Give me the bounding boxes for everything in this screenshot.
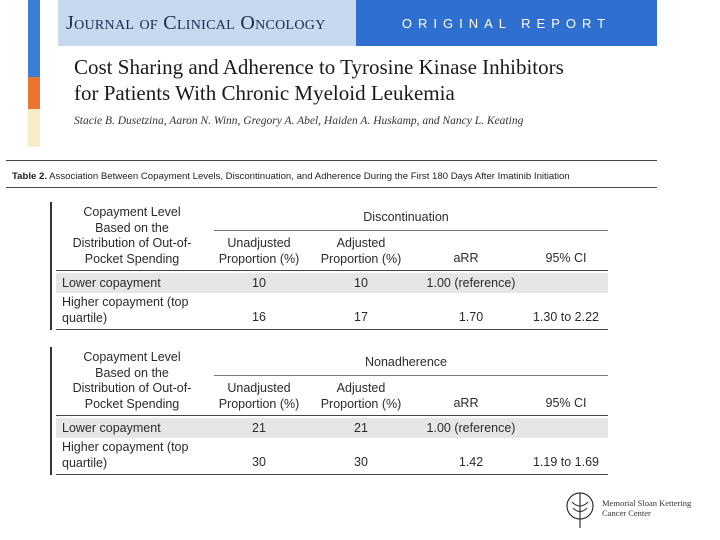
msk-logo-line-1: Memorial Sloan Kettering: [602, 498, 692, 508]
table-cell-arr: 1.00 (reference): [426, 421, 516, 435]
accent-bar-blue: [28, 0, 40, 77]
table-row-label: [62, 440, 212, 471]
caption-top-rule: [6, 160, 657, 161]
msk-emblem-icon: [566, 488, 596, 530]
column-header-adjusted: [314, 381, 408, 412]
table-panel-discontinuation: [50, 202, 610, 330]
table-cell-adjusted: 10: [354, 276, 368, 290]
column-header-unadjusted-line: Proportion (%): [218, 251, 300, 266]
column-header-unadjusted-line: Unadjusted: [227, 381, 291, 395]
column-header-ci: 95% CI: [545, 396, 587, 410]
section-title: Discontinuation: [363, 210, 449, 224]
column-header-arr: aRR: [453, 251, 479, 265]
author-list: Stacie B. Dusetzina, Aaron N. Winn, Gregory A. Abel, Haiden A. Huskamp, and Nancy L. Keating: [74, 115, 524, 127]
table-panel-nonadherence: [50, 347, 610, 475]
section-label: ORIGINAL REPORT: [401, 15, 612, 31]
table-bottom-rule: [56, 329, 608, 330]
table-cell-arr: 1.70: [458, 310, 484, 324]
msk-logo: [566, 488, 706, 530]
column-header-adjusted-line: Adjusted: [336, 236, 386, 250]
caption-bottom-rule: [6, 187, 657, 188]
panel-left-border: [50, 202, 52, 330]
row-header-line: Pocket Spending: [84, 251, 180, 266]
table-row-label-line: Higher copayment (top: [62, 295, 189, 309]
section-title: Nonadherence: [364, 355, 447, 369]
table-cell-unadjusted: 30: [252, 455, 266, 469]
accent-bar-cream: [28, 109, 40, 147]
table-row-label: [62, 421, 212, 437]
row-header-line: Distribution of Out-of-: [72, 236, 192, 250]
table-cell-unadjusted: 10: [252, 276, 266, 290]
table-cell-unadjusted: 16: [252, 310, 266, 324]
table-cell-ci: 1.19 to 1.69: [532, 455, 600, 469]
accent-bar-orange: [28, 77, 40, 109]
table-caption: [12, 171, 657, 182]
table-caption-label: Table 2.: [12, 171, 48, 182]
table-cell-arr: 1.42: [458, 455, 484, 469]
column-header-unadjusted-line: Proportion (%): [218, 396, 300, 411]
row-header: [56, 350, 208, 412]
column-header-ci: 95% CI: [545, 251, 587, 265]
msk-logo-line-2: Cancer Center: [602, 508, 651, 518]
article-title: [74, 54, 674, 106]
table-cell-adjusted: 30: [354, 455, 368, 469]
column-header-arr: aRR: [453, 396, 479, 410]
column-header-adjusted: [314, 236, 408, 267]
table-row-label: [62, 276, 212, 292]
table-row-label-line: Lower copayment: [62, 421, 161, 435]
section-banner: [356, 0, 657, 46]
row-header-line: Pocket Spending: [84, 396, 180, 411]
table-row-label: [62, 295, 212, 326]
header-rule: [56, 415, 608, 416]
journal-banner: [58, 0, 356, 46]
journal-title: Journal of Clinical Oncology: [66, 11, 326, 34]
article-title-line-2: for Patients With Chronic Myeloid Leukemia: [74, 81, 455, 105]
row-header-line: Copayment Level: [83, 350, 181, 364]
column-header-unadjusted: [212, 381, 306, 412]
column-header-adjusted-line: Adjusted: [336, 381, 386, 395]
table-cell-arr: 1.00 (reference): [426, 276, 516, 290]
row-header-line: Based on the: [95, 220, 169, 235]
column-header-unadjusted: [212, 236, 306, 267]
table-row-label-line: quartile): [62, 310, 108, 325]
header-rule: [56, 270, 608, 271]
table-cell-ci: 1.30 to 2.22: [532, 310, 600, 324]
panel-left-border: [50, 347, 52, 475]
section-title-underline: [214, 375, 608, 376]
column-header-adjusted-line: Proportion (%): [320, 251, 402, 266]
section-title-underline: [214, 230, 608, 231]
table-cell-unadjusted: 21: [252, 421, 266, 435]
table-row-label-line: quartile): [62, 455, 108, 470]
row-header-line: Based on the: [95, 365, 169, 380]
table-caption-text: Association Between Copayment Levels, Discontinuation, and Adherence During the First 180 Days After Imatinib Initiation: [49, 171, 570, 182]
column-header-adjusted-line: Proportion (%): [320, 396, 402, 411]
column-header-unadjusted-line: Unadjusted: [227, 236, 291, 250]
msk-logo-text: [602, 498, 691, 518]
table-cell-adjusted: 21: [354, 421, 368, 435]
article-title-line-1: Cost Sharing and Adherence to Tyrosine Kinase Inhibitors: [74, 55, 564, 79]
table-cell-adjusted: 17: [354, 310, 368, 324]
row-header-line: Copayment Level: [83, 205, 181, 219]
table-bottom-rule: [56, 474, 608, 475]
table-row-label-line: Lower copayment: [62, 276, 161, 290]
row-header: [56, 205, 208, 267]
table-row-label-line: Higher copayment (top: [62, 440, 189, 454]
row-header-line: Distribution of Out-of-: [72, 381, 192, 395]
